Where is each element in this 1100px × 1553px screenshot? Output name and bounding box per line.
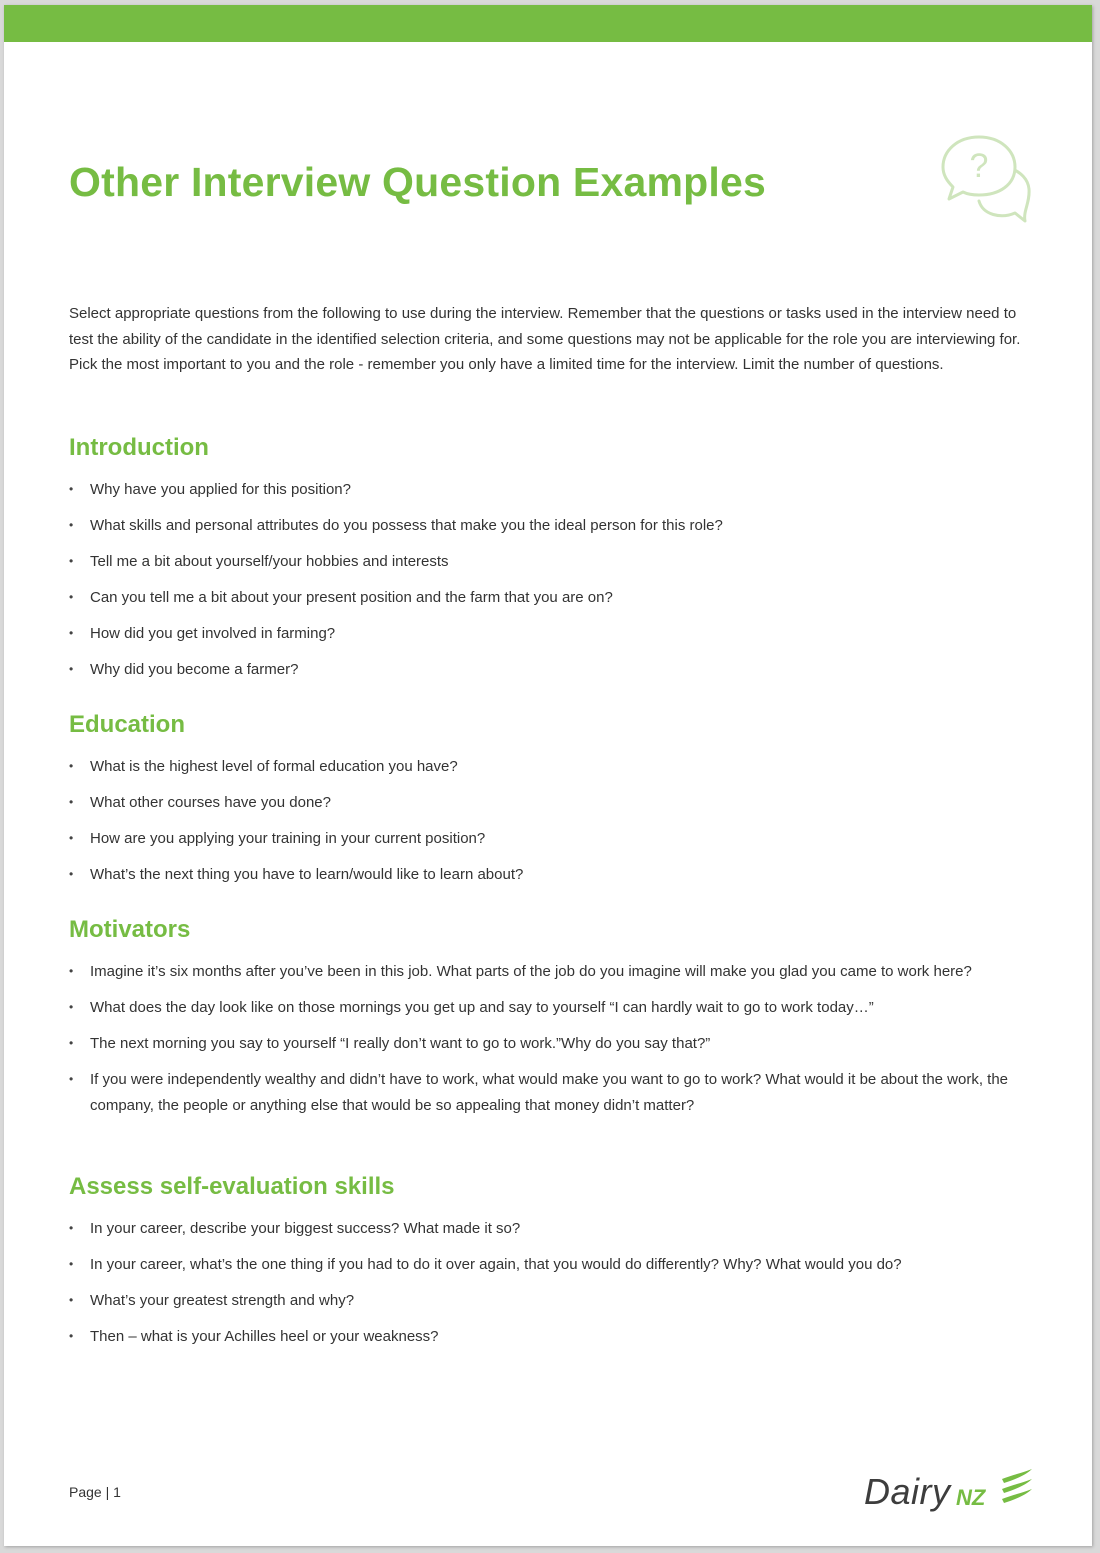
section-heading: Motivators [69,916,191,943]
question-speech-bubbles-icon [939,131,1034,223]
question-item: • What does the day look like on those mornings you get up and say to yourself “I can hardly wait to go to work today…” [69,995,1039,1021]
question-item: • Why did you become a farmer? [69,657,1039,683]
question-item: • How are you applying your training in your current position? [69,826,1039,852]
dairynz-swoosh-icon [1000,1467,1034,1503]
section [69,433,1039,693]
question-list [69,477,1039,683]
question-item: • Tell me a bit about yourself/your hobbies and interests [69,549,1039,575]
question-item: • Then – what is your Achilles heel or your weakness? [69,1324,1039,1350]
question-item: • In your career, what’s the one thing if you had to do it over again, that you would do differently? Why? What would you do? [69,1252,1039,1278]
question-item: • What’s your greatest strength and why? [69,1288,1039,1314]
question-list [69,754,1039,888]
question-item: • Imagine it’s six months after you’ve been in this job. What parts of the job do you imagine will make you glad you came to work here? [69,959,1039,985]
document-page [4,5,1092,1546]
question-item: • In your career, describe your biggest success? What made it so? [69,1216,1039,1242]
question-list [69,959,1039,1118]
page-title: Other Interview Question Examples [69,159,766,205]
question-item: • Why have you applied for this position? [69,477,1039,503]
question-item: • Can you tell me a bit about your present position and the farm that you are on? [69,585,1039,611]
logo-nz-text: NZ [956,1485,986,1510]
question-item: • What is the highest level of formal education you have? [69,754,1039,780]
header-bar [4,5,1092,42]
question-item: • If you were independently wealthy and didn’t have to work, what would make you want to go to work? What would it be about the work, the company, the people or anything else that would be so appealing that money didn’t matter? [69,1067,1039,1118]
question-item: • What’s the next thing you have to learn/would like to learn about? [69,862,1039,888]
section [69,915,1039,1129]
page-number: Page | 1 [69,1484,121,1500]
section [69,710,1039,898]
question-item: • What other courses have you done? [69,790,1039,816]
section-heading: Education [69,711,186,738]
question-item: • What skills and personal attributes do you possess that make you the ideal person for this role? [69,513,1039,539]
intro-paragraph: Select appropriate questions from the following to use during the interview. Remember that the questions or tasks used in the interview need to test the ability of the candidate in the identified selection criteria, and some questions may not be applicable for the role you are interviewing for. Pick the most important to you and the role - remember you only have a limited time for the interview. Limit the number of questions. [69,305,1021,373]
logo-dairy-text: Dairy [864,1471,951,1512]
section [69,1172,1039,1360]
svg-text:?: ? [969,147,989,185]
question-item: • How did you get involved in farming? [69,621,1039,647]
section-heading: Assess self-evaluation skills [69,1173,395,1200]
section-heading: Introduction [69,434,209,461]
question-list [69,1216,1039,1350]
dairynz-logo [864,1467,1034,1522]
question-item: • The next morning you say to yourself “I really don’t want to go to work.”Why do you say that?” [69,1031,1039,1057]
